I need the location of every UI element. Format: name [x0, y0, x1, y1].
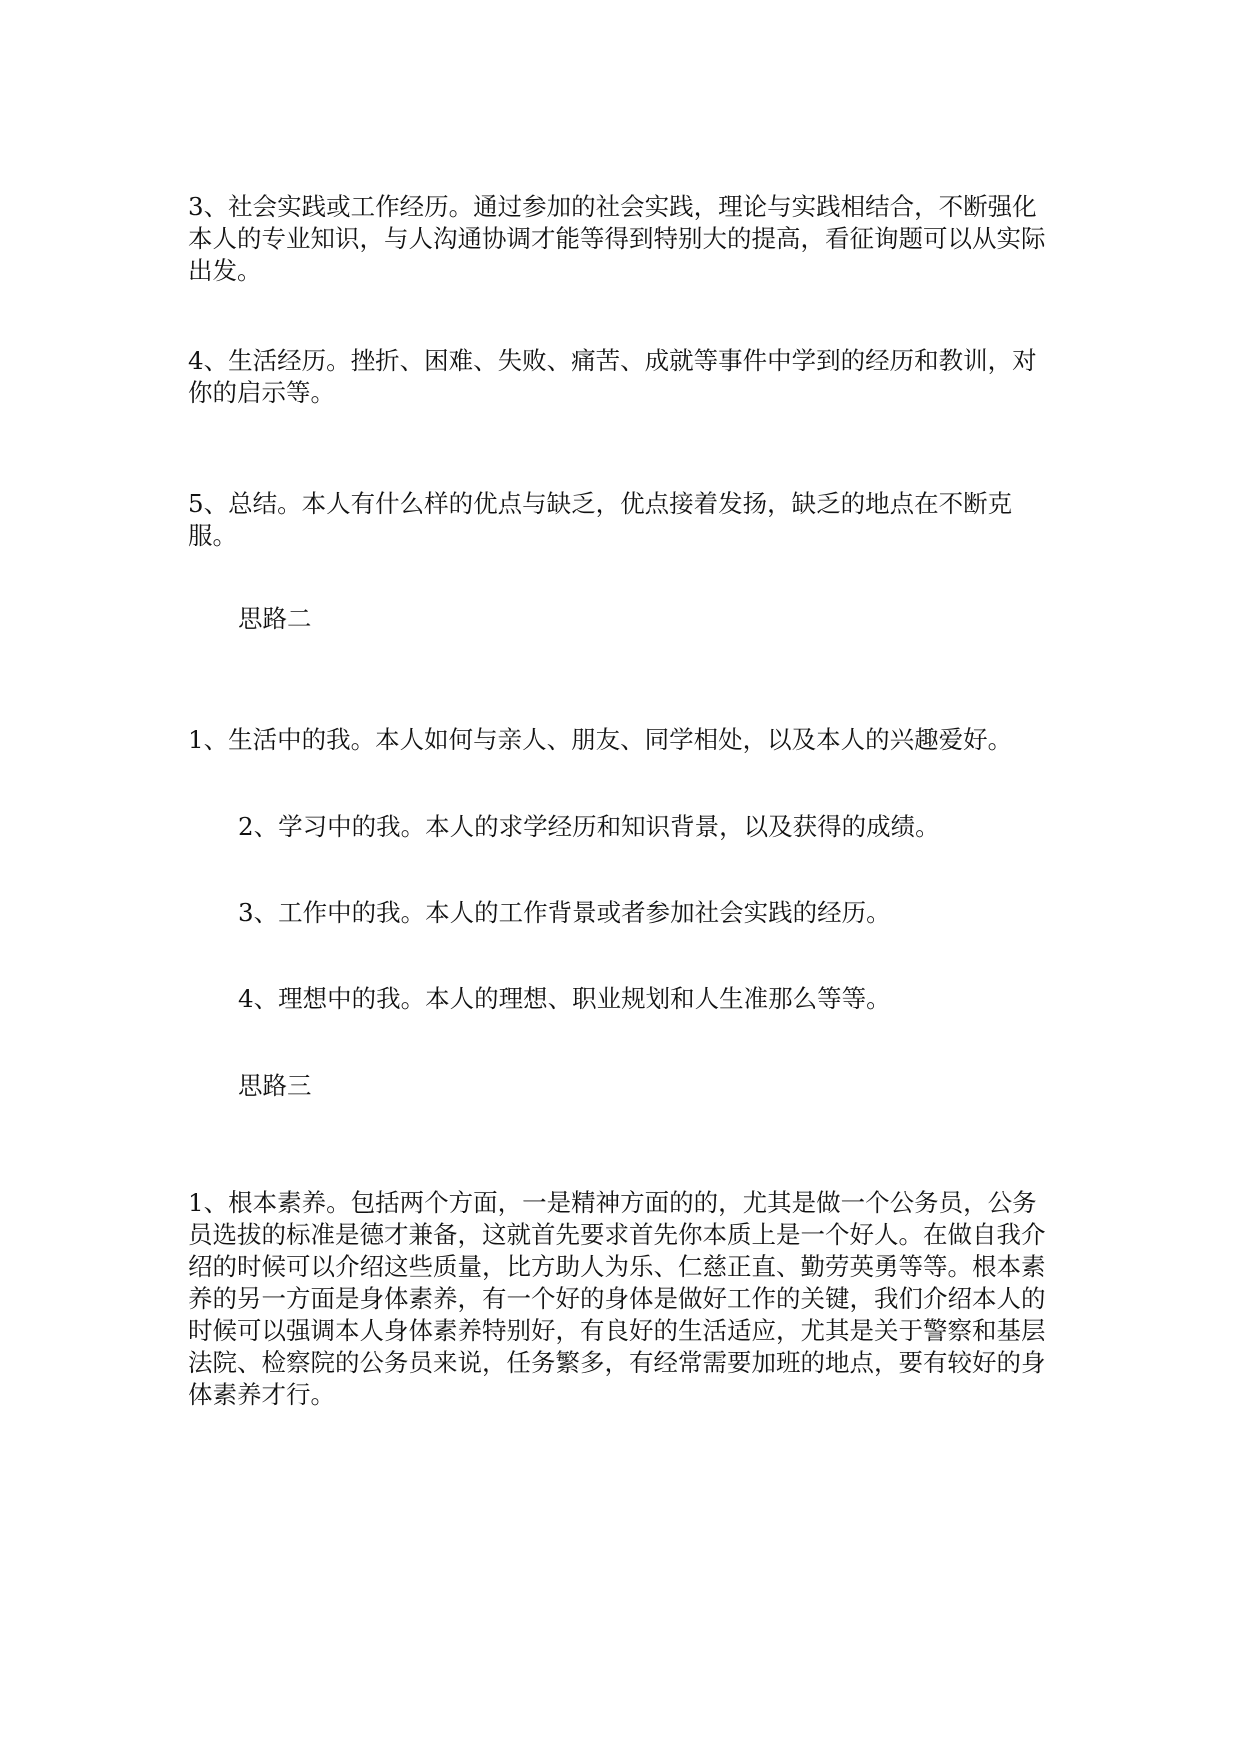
heading-approach-two: 思路二: [238, 604, 312, 633]
paragraph-basic-qualities: 1、根本素养。包括两个方面，一是精神方面的的，尤其是做一个公务员，公务员选拔的标准是德才兼备，这就首先要求首先你本质上是一个好人。在做自我介绍的时候可以介绍这些质量，比方助人为乐、仁慈正直、勤劳英勇等等。根本素养的另一方面是身体素养，有一个好的身体是做好工作的关键，我们介绍本人的时候可以强调本人身体素养特别好，有良好的生活适应，尤其是关于警察和基层法院、检察院的公务员来说，任务繁多，有经常需要加班的地点，要有较好的身体素养才行。: [188, 1188, 1046, 1409]
paragraph-me-in-ideals: 4、理想中的我。本人的理想、职业规划和人生准那么等等。: [238, 984, 891, 1013]
paragraph-life-experience: 4、生活经历。挫折、困难、失败、痛苦、成就等事件中学到的经历和教训，对你的启示等。: [188, 346, 1037, 407]
paragraph-summary: 5、总结。本人有什么样的优点与缺乏，优点接着发扬，缺乏的地点在不断克服。: [188, 489, 1013, 550]
paragraph-me-in-study: 2、学习中的我。本人的求学经历和知识背景，以及获得的成绩。: [238, 812, 940, 841]
heading-approach-three: 思路三: [238, 1071, 312, 1100]
paragraph-me-at-work: 3、工作中的我。本人的工作背景或者参加社会实践的经历。: [238, 898, 891, 927]
paragraph-me-in-life: 1、生活中的我。本人如何与亲人、朋友、同学相处，以及本人的兴趣爱好。: [188, 725, 1013, 754]
paragraph-social-practice: 3、社会实践或工作经历。通过参加的社会实践，理论与实践相结合，不断强化本人的专业知识，与人沟通协调才能等得到特别大的提高，看征询题可以从实际出发。: [188, 192, 1046, 285]
